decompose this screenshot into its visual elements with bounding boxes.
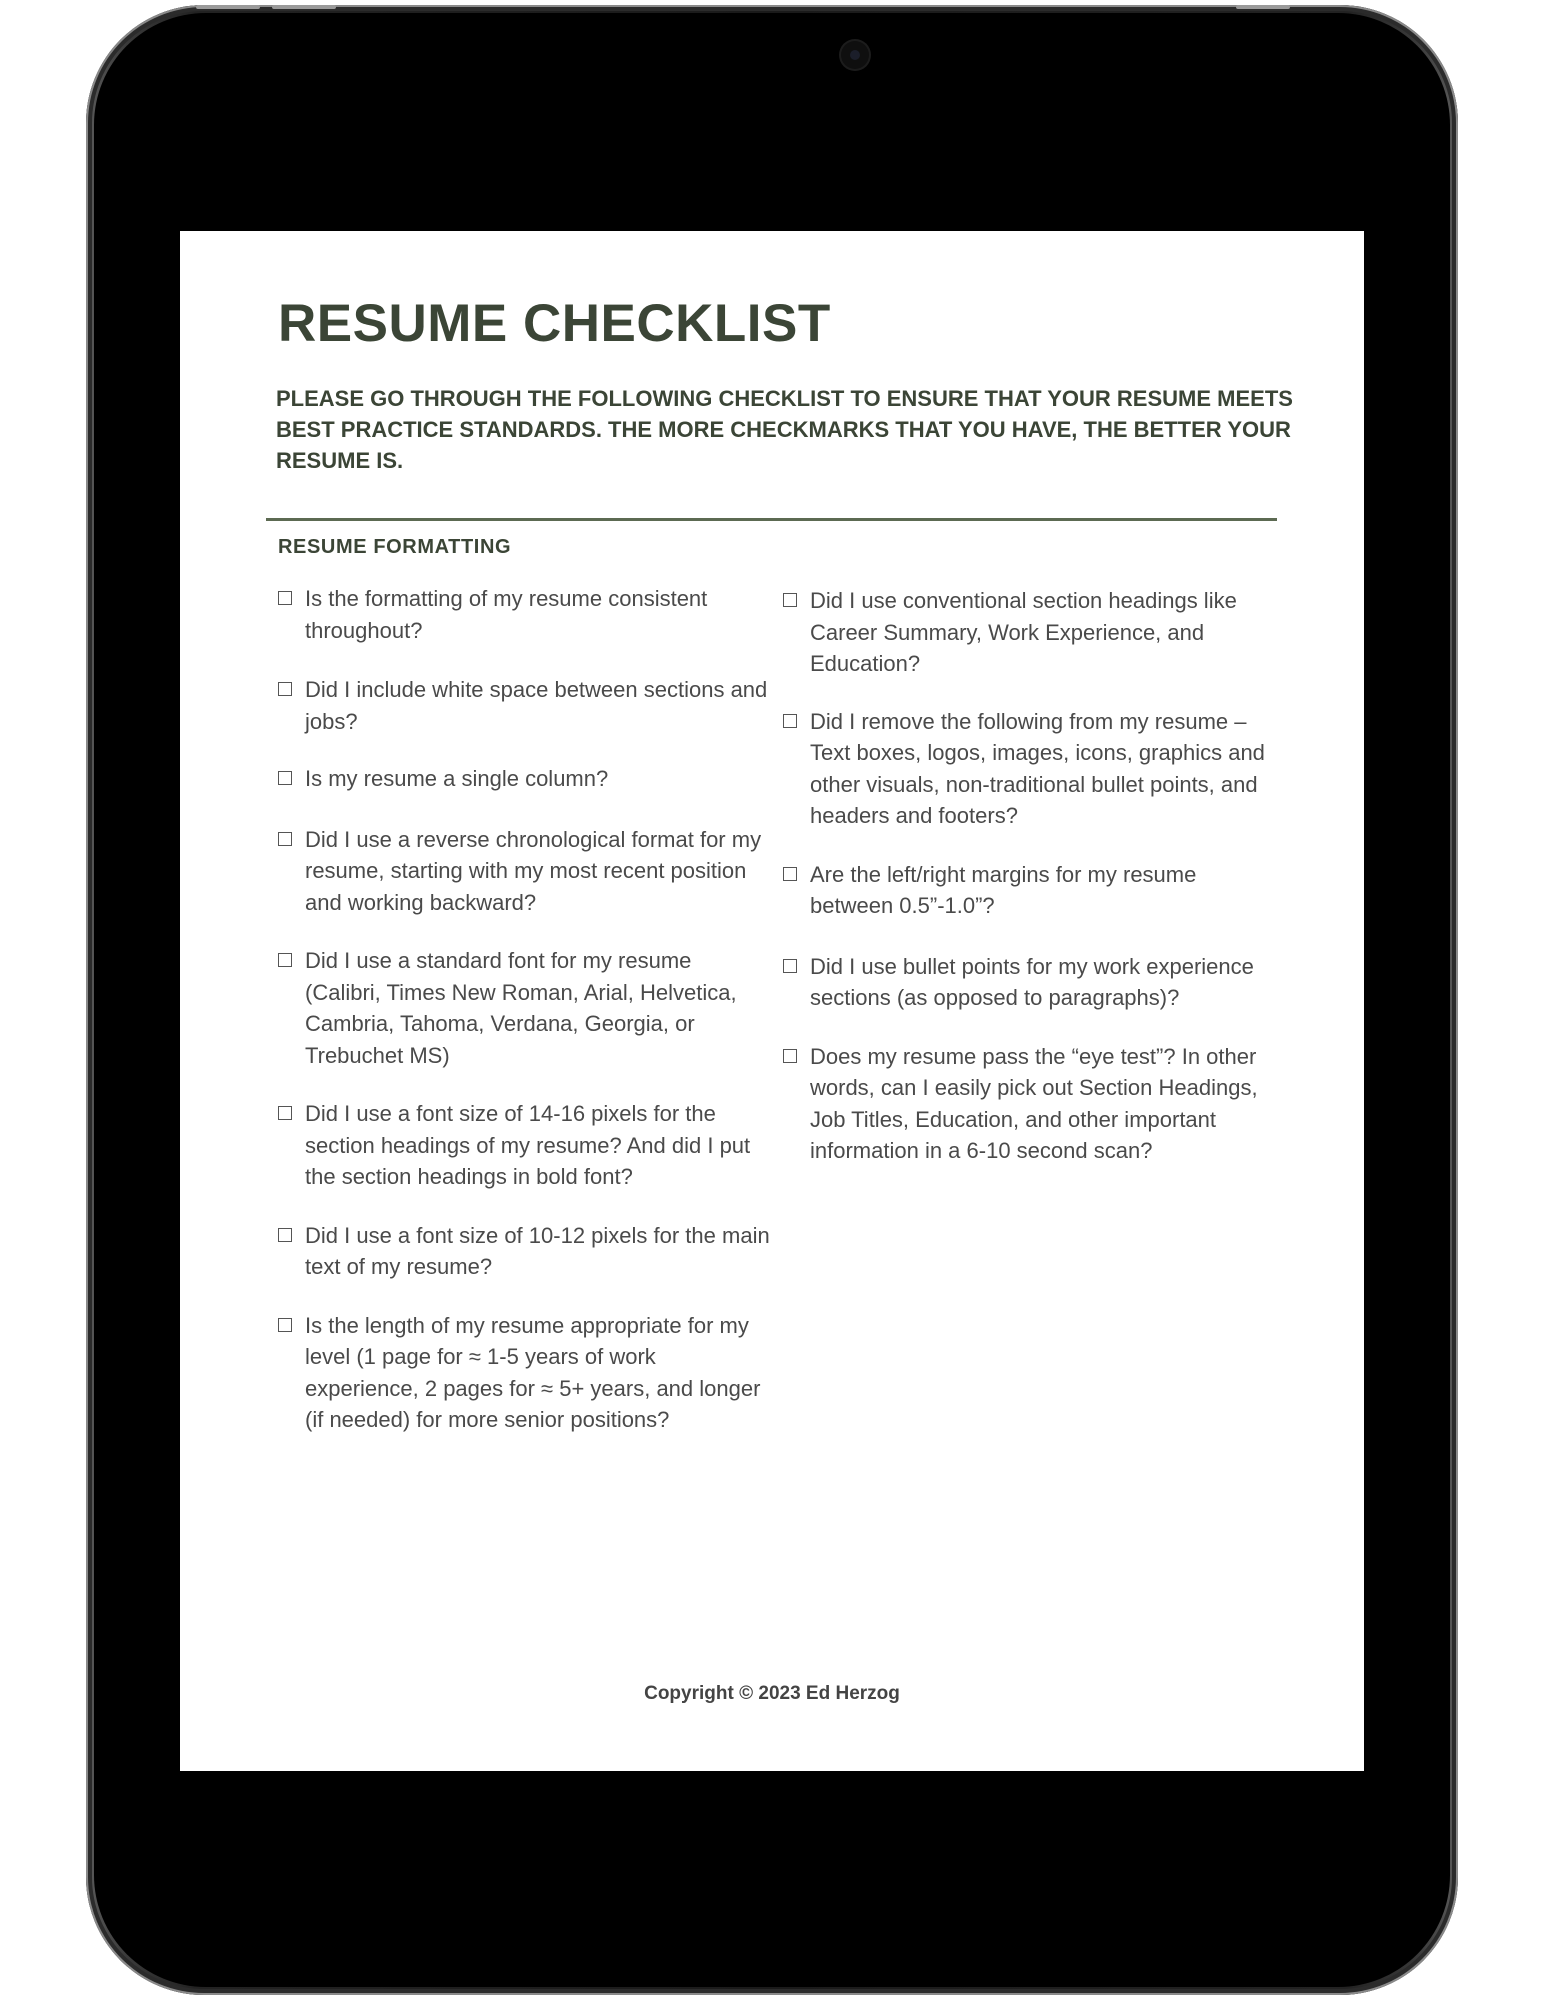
section-divider [266, 518, 1277, 521]
checkbox[interactable] [278, 1318, 292, 1332]
checkbox[interactable] [278, 1228, 292, 1242]
checklist-item-text: Does my resume pass the “eye test”? In other words, can I easily pick out Section Headings, Job Titles, Education, and other important information in a 6-10 second scan? [810, 1043, 1258, 1163]
checklist-item-text: Did I remove the following from my resume – Text boxes, logos, images, icons, graphics and other visuals, non-traditional bullet points, and headers and footers? [810, 708, 1265, 828]
checklist-item [783, 706, 1275, 832]
checklist-item-text: Did I include white space between sections and jobs? [305, 677, 768, 734]
checklist-item [278, 674, 770, 737]
checklist-item [783, 859, 1275, 922]
checkbox[interactable] [278, 1106, 292, 1120]
checklist-item [783, 1041, 1275, 1167]
checklist-right-column [783, 585, 1275, 1194]
checkbox[interactable] [783, 593, 797, 607]
checklist-item [278, 824, 770, 919]
checklist-left-column [278, 583, 770, 1463]
checklist-item [783, 951, 1275, 1014]
intro-text: PLEASE GO THROUGH THE FOLLOWING CHECKLIST TO ENSURE THAT YOUR RESUME MEETS BEST PRACTICE STANDARDS. THE MORE CHECKMARKS THAT YOU HAVE, THE BETTER YOUR RESUME IS. [276, 386, 1293, 473]
volume-button [272, 5, 336, 9]
checklist-item-text: Is the length of my resume appropriate for my level (1 page for ≈ 1-5 years of work experience, 2 pages for ≈ 5+ years, and longer (if needed) for more senior positions? [305, 1312, 761, 1432]
checkbox[interactable] [783, 959, 797, 973]
front-camera-icon [841, 41, 869, 69]
checkbox[interactable] [783, 1049, 797, 1063]
document-page [180, 231, 1364, 1771]
copyright-footer: Copyright © 2023 Ed Herzog [644, 1683, 900, 1704]
checklist-item-text: Did I use a standard font for my resume (Calibri, Times New Roman, Arial, Helvetica, Cambria, Tahoma, Verdana, Georgia, or Trebuchet MS) [305, 948, 737, 1068]
volume-button [196, 5, 260, 9]
checklist-item-text: Did I use conventional section headings like Career Summary, Work Experience, and Education? [810, 588, 1237, 676]
checklist-item-text: Did I use a font size of 10-12 pixels for the main text of my resume? [305, 1222, 770, 1279]
checklist-item [278, 945, 770, 1071]
page-title: RESUME CHECKLIST [278, 294, 831, 353]
checklist-item-text: Are the left/right margins for my resume between 0.5”-1.0”? [810, 861, 1197, 918]
checklist-item [278, 1098, 770, 1193]
checklist-item [278, 583, 770, 646]
checklist-item-text: Is my resume a single column? [305, 766, 609, 791]
checkbox[interactable] [278, 832, 292, 846]
checklist-item [278, 1220, 770, 1283]
power-button [1236, 5, 1290, 9]
checklist-item-text: Is the formatting of my resume consistent throughout? [305, 586, 708, 643]
checklist-item-text: Did I use a font size of 14-16 pixels for the section headings of my resume? And did I put the section headings in bold font? [305, 1101, 751, 1189]
checklist-item [783, 585, 1275, 680]
checkbox[interactable] [783, 867, 797, 881]
checkbox[interactable] [278, 771, 292, 785]
checklist-item-text: Did I use a reverse chronological format for my resume, starting with my most recent position and working backward? [305, 826, 762, 915]
checklist-item [278, 1310, 770, 1436]
checkbox[interactable] [278, 591, 292, 605]
checklist-item [278, 763, 770, 795]
section-heading: RESUME FORMATTING [278, 536, 512, 558]
tablet-screen [180, 98, 1364, 1900]
checkbox[interactable] [278, 682, 292, 696]
checklist-item-text: Did I use bullet points for my work experience sections (as opposed to paragraphs)? [810, 953, 1254, 1010]
checkbox[interactable] [278, 953, 292, 967]
checkbox[interactable] [783, 714, 797, 728]
